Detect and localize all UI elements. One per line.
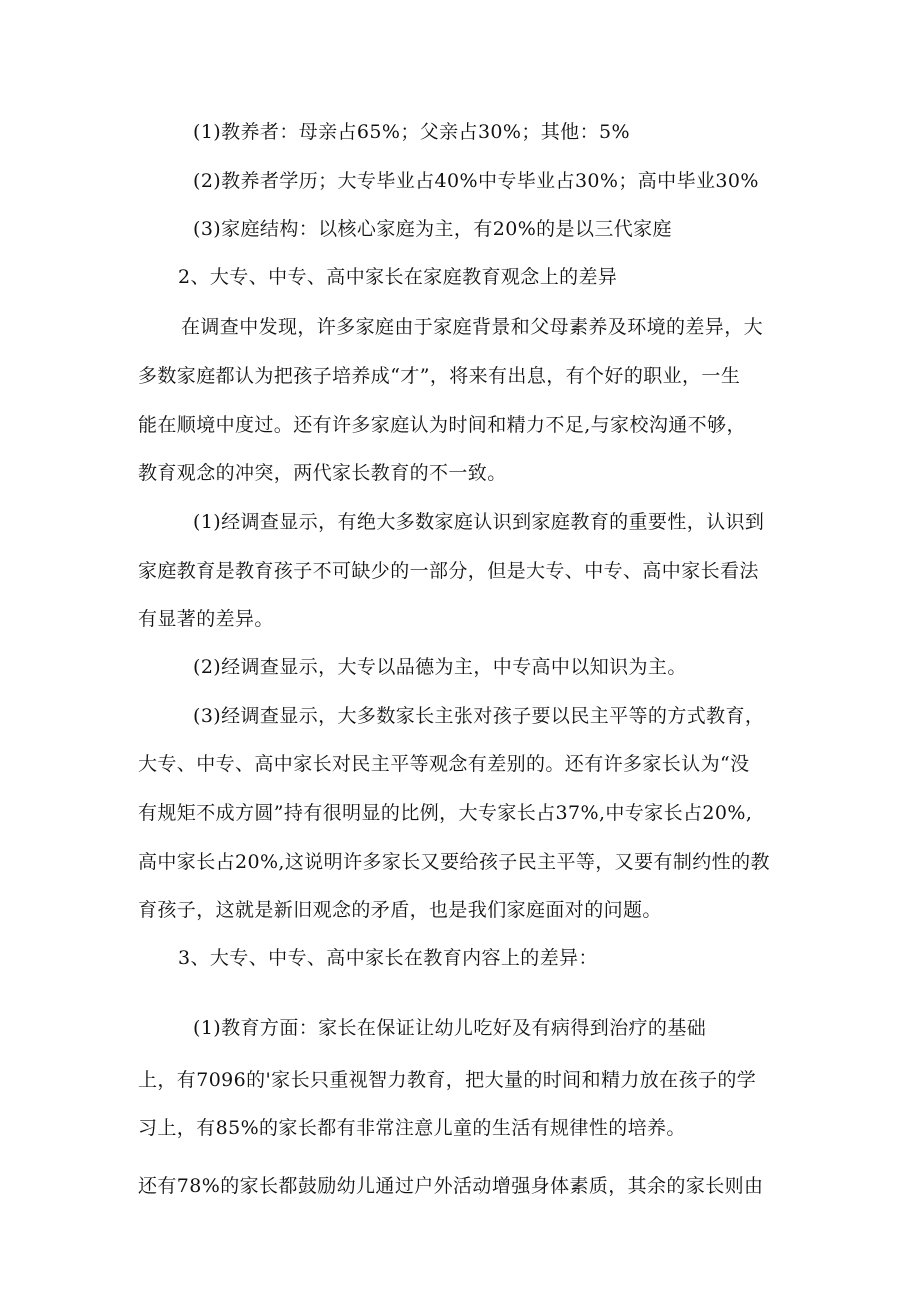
list-item-line: 大专、中专、高中家长对民主平等观念有差别的。还有许多家长认为“没 <box>138 753 750 775</box>
list-item-line: 有显著的差异。 <box>138 608 274 630</box>
list-item-family-structure: (3)家庭结构：以核心家庭为主，有20%的是以三代家庭 <box>193 218 672 240</box>
list-item-caregiver: (1)教养者：母亲占65%；父亲占30%；其他：5% <box>193 121 630 143</box>
list-item-line: (2)经调查显示，大专以品德为主，中专高中以知识为主。 <box>193 656 687 678</box>
paragraph-line: 在调查中发现，许多家庭由于家庭背景和父母素养及环境的差异，大 <box>181 316 764 338</box>
list-item-line: (1)教育方面：家长在保证让幼儿吃好及有病得到治疗的基础 <box>193 1017 707 1039</box>
list-item-line: 有规矩不成方圆”持有很明显的比例，大专家长占37%,中专家长占20%, <box>138 802 753 824</box>
paragraph-line: 教育观念的冲突，两代家长教育的不一致。 <box>138 462 507 484</box>
list-item-education-level: (2)教养者学历；大专毕业占40%中专毕业占30%；高中毕业30% <box>193 170 759 192</box>
list-item-line: (1)经调查显示，有绝大多数家庭认识到家庭教育的重要性，认识到 <box>193 511 765 533</box>
paragraph-line: 上，有7096的'家长只重视智力教育，把大量的时间和精力放在孩子的学 <box>138 1069 757 1091</box>
paragraph-line: 能在顺境中度过。还有许多家庭认为时间和精力不足,与家校沟通不够， <box>138 414 746 436</box>
list-item-line: 高中家长占20%,这说明许多家长又要给孩子民主平等，又要有制约性的教 <box>138 851 770 873</box>
paragraph-line: 多数家庭都认为把孩子培养成“才”，将来有出息，有个好的职业，一生 <box>138 365 741 387</box>
section-heading-2: 2、大专、中专、高中家长在家庭教育观念上的差异 <box>178 266 618 288</box>
paragraph-line: 还有78%的家长都鼓励幼儿通过户外活动增强身体素质，其余的家长则由 <box>138 1175 764 1197</box>
list-item-line: (3)经调查显示，大多数家长主张对孩子要以民主平等的方式教育， <box>193 705 765 727</box>
list-item-line: 育孩子，这就是新旧观念的矛盾，也是我们家庭面对的问题。 <box>138 899 662 921</box>
paragraph-line: 习上，有85%的家长都有非常注意儿童的生活有规律性的培养。 <box>138 1117 686 1139</box>
section-heading-3: 3、大专、中专、高中家长在教育内容上的差异： <box>178 947 598 969</box>
list-item-line: 家庭教育是教育孩子不可缺少的一部分，但是大专、中专、高中家长看法 <box>138 560 759 582</box>
